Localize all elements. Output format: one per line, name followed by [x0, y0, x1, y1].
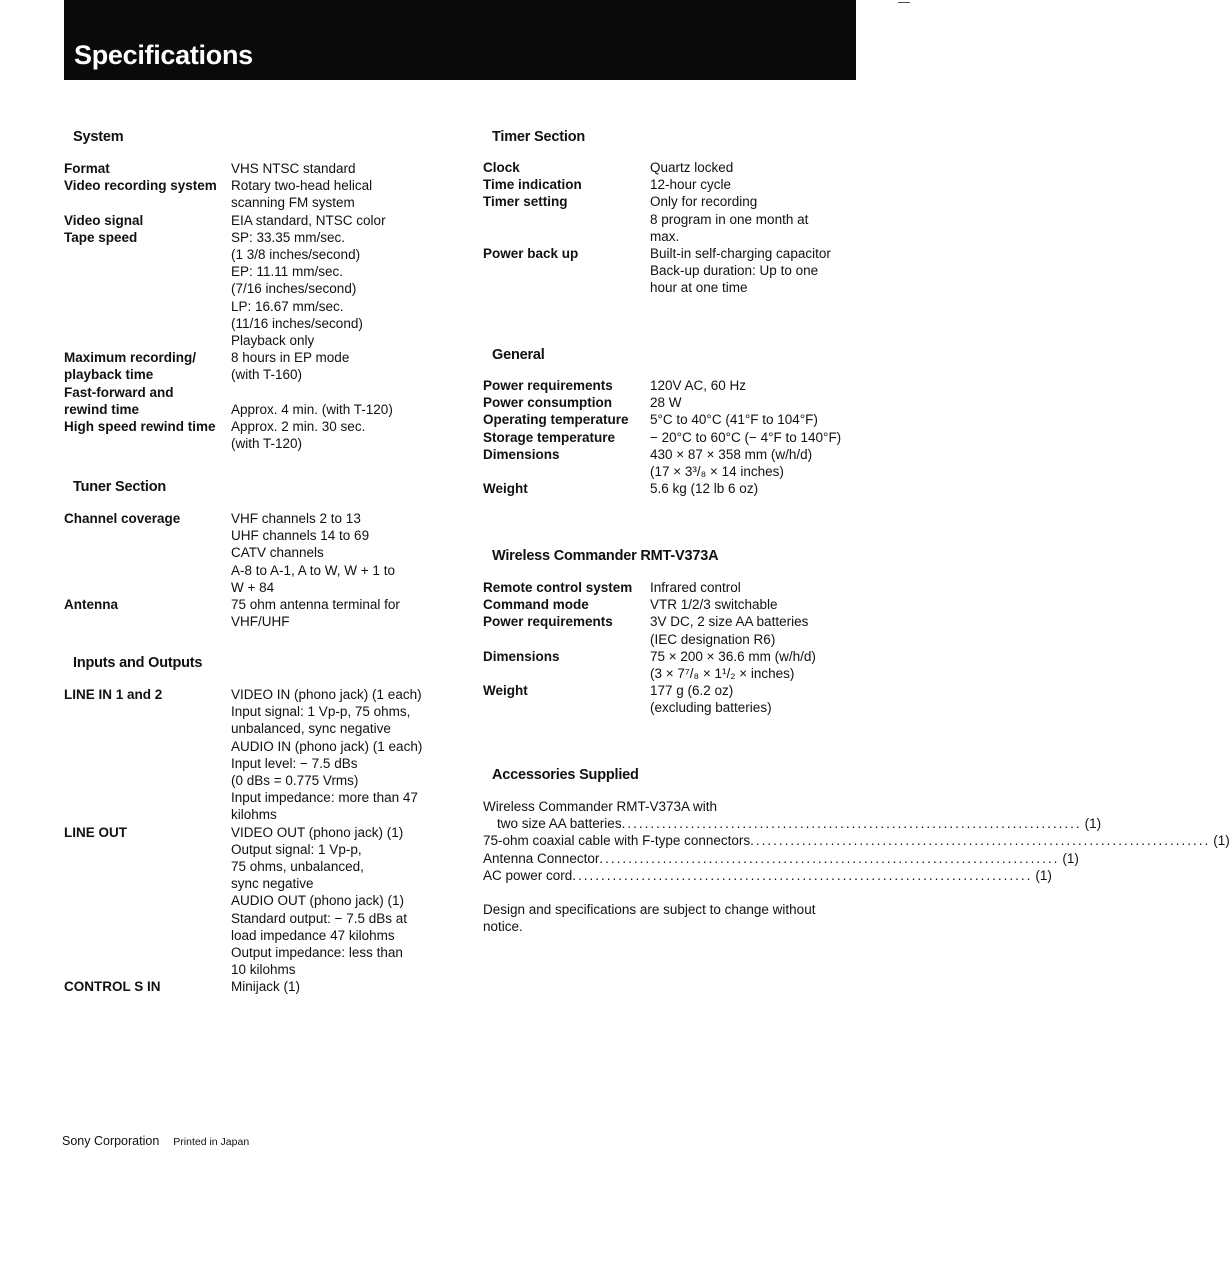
section-title: Timer Section — [492, 129, 586, 145]
spec-row — [483, 613, 858, 647]
spec-label: Weight — [483, 683, 528, 699]
spec-row — [64, 229, 454, 349]
spec-row — [483, 159, 858, 176]
section-title: Wireless Commander RMT-V373A — [492, 548, 719, 564]
spec-row — [483, 193, 858, 245]
inputs-outputs-section — [64, 655, 454, 996]
accessory-item — [483, 832, 1230, 849]
spec-list — [64, 686, 454, 996]
spec-label: Dimensions — [483, 648, 560, 664]
spec-label: Weight — [483, 481, 528, 497]
spec-value: 120V AC, 60 Hz — [650, 378, 747, 393]
spec-label: Power requirements — [483, 614, 613, 630]
accessory-name: 75-ohm coaxial cable with F-type connectors — [483, 833, 751, 849]
section-title: System — [73, 129, 124, 145]
spec-value: 8 hours in EP mode (with T-160) — [231, 350, 350, 383]
spec-value: Infrared control — [650, 580, 741, 595]
spec-value: 12-hour cycle — [650, 177, 732, 193]
accessory-item — [483, 867, 1052, 884]
spec-value: EIA standard, NTSC color — [231, 212, 386, 228]
spec-row — [64, 510, 454, 596]
spec-row — [64, 686, 454, 824]
spec-row — [483, 176, 858, 193]
footer — [62, 1134, 249, 1148]
spec-value: VIDEO OUT (phono jack) (1) Output signal: 1 Vp-p, 75 ohms, unbalanced, sync negative AUDIO OUT (phono jack) (1) Standard output: − 7.5 dBs at load impedance 47 kilohms Output impedance: less than 10 kilohms — [231, 824, 408, 978]
spec-value: 430 × 87 × 358 mm (w/h/d) (17 × 3³/₈ × 14 inches) — [650, 446, 813, 480]
spec-list — [64, 160, 454, 452]
spec-value: 5°C to 40°C (41°F to 104°F) — [650, 412, 818, 428]
leader-dots: ................................................................................ — [750, 833, 1211, 849]
spec-label: Dimensions — [483, 446, 560, 462]
spec-row — [483, 377, 858, 394]
corner-mark — [898, 2, 910, 3]
spec-row — [64, 349, 454, 383]
accessory-name: Antenna Connector — [483, 850, 600, 866]
page-title: Specifications — [74, 40, 253, 70]
section-title: General — [492, 347, 545, 363]
spec-label: Maximum recording/ playback time — [64, 350, 197, 383]
accessories-intro: Wireless Commander RMT-V373A with — [483, 799, 718, 814]
spec-row — [483, 411, 858, 428]
spec-list — [64, 510, 454, 630]
spec-row — [483, 480, 858, 497]
spec-value: Quartz locked — [650, 160, 734, 175]
accessory-item — [483, 815, 1102, 832]
spec-row — [64, 212, 454, 229]
tuner-section — [64, 479, 454, 630]
spec-label: High speed rewind time — [64, 419, 216, 435]
spec-row — [64, 978, 454, 995]
spec-value: Minijack (1) — [231, 979, 301, 995]
spec-value: Approx. 4 min. (with T-120) — [231, 401, 393, 417]
spec-value: − 20°C to 60°C (− 4°F to 140°F) — [650, 429, 842, 445]
system-section — [64, 129, 454, 452]
spec-value: VTR 1/2/3 switchable — [650, 597, 778, 613]
spec-value: Built-in self-charging capacitor Back-up duration: Up to one hour at one time — [650, 246, 831, 296]
spec-row — [483, 429, 858, 446]
spec-row — [64, 160, 454, 177]
spec-label: Tape speed — [64, 229, 138, 245]
accessory-qty: (1) — [1062, 850, 1079, 866]
spec-value: 28 W — [650, 395, 682, 411]
leader-dots: ................................................................................ — [599, 850, 1060, 866]
spec-label: Clock — [483, 160, 520, 175]
spec-value: SP: 33.35 mm/sec. (1 3/8 inches/second) EP: 11.11 mm/sec. (7/16 inches/second) LP: 16.67 mm/sec. (11/16 inches/second) Playback only — [231, 229, 363, 349]
spec-label: Format — [64, 161, 110, 176]
timer-section — [483, 129, 858, 297]
section-title: Inputs and Outputs — [73, 655, 203, 671]
general-section — [483, 347, 858, 497]
spec-row — [483, 579, 858, 596]
spec-value: 177 g (6.2 oz) (excluding batteries) — [650, 683, 772, 716]
spec-row — [483, 245, 858, 297]
spec-row — [483, 394, 858, 411]
spec-row — [64, 177, 454, 211]
leader-dots: ................................................................................ — [621, 816, 1082, 832]
spec-value: VIDEO IN (phono jack) (1 each) Input signal: 1 Vp-p, 75 ohms, unbalanced, sync negative AUDIO IN (phono jack) (1 each) Input level: − 7.5 dBs (0 dBs = 0.775 Vrms) Input impedance: more than 47 kilohms — [231, 687, 423, 823]
spec-row — [64, 824, 454, 979]
spec-row — [483, 446, 858, 480]
spec-value: 75 × 200 × 36.6 mm (w/h/d) (3 × 7⁷/₈ × 1¹/₂ × inches) — [650, 648, 816, 682]
spec-row — [64, 418, 454, 452]
spec-label: Remote control system — [483, 580, 633, 595]
spec-label: Video recording system — [64, 178, 217, 194]
spec-value: Approx. 2 min. 30 sec. (with T-120) — [231, 419, 366, 452]
accessory-name: two size AA batteries — [497, 816, 622, 832]
title-banner — [64, 0, 856, 80]
spec-label: LINE IN 1 and 2 — [64, 687, 163, 702]
spec-list — [483, 159, 858, 297]
leader-dots: ................................................................................ — [572, 867, 1033, 883]
change-notice: Design and specifications are subject to change without notice. — [483, 902, 816, 935]
spec-value: Rotary two-head helical scanning FM system — [231, 178, 373, 211]
accessory-name: AC power cord — [483, 867, 573, 883]
footer-company: Sony Corporation — [62, 1134, 160, 1148]
accessory-item — [483, 850, 1079, 867]
spec-label: CONTROL S IN — [64, 979, 161, 995]
section-title: Tuner Section — [73, 479, 167, 495]
spec-label: Video signal — [64, 212, 144, 228]
spec-value: Only for recording 8 program in one month at max. — [650, 194, 809, 244]
spec-label: Operating temperature — [483, 412, 629, 428]
spec-label: Command mode — [483, 597, 589, 613]
accessory-qty: (1) — [1213, 833, 1230, 849]
accessories-list — [483, 815, 1230, 884]
spec-label: Timer setting — [483, 194, 568, 210]
spec-value: 3V DC, 2 size AA batteries (IEC designation R6) — [650, 614, 809, 647]
spec-value: VHS NTSC standard — [231, 161, 356, 176]
spec-label: Power consumption — [483, 395, 613, 411]
spec-row — [64, 596, 454, 630]
spec-label: Power back up — [483, 246, 579, 262]
spec-row — [483, 596, 858, 613]
spec-value: 75 ohm antenna terminal for VHF/UHF — [231, 597, 400, 630]
accessory-qty: (1) — [1035, 867, 1052, 883]
section-title: Accessories Supplied — [492, 767, 639, 783]
spec-label: Storage temperature — [483, 429, 616, 445]
spec-row — [483, 648, 858, 682]
spec-row — [483, 682, 858, 716]
spec-label: Power requirements — [483, 378, 613, 393]
spec-row — [64, 384, 454, 418]
spec-label: Channel coverage — [64, 511, 181, 526]
spec-value: VHF channels 2 to 13 UHF channels 14 to 69 CATV channels A-8 to A-1, A to W, W + 1 to W + 84 — [231, 511, 395, 595]
footer-printed: Printed in Japan — [173, 1136, 250, 1148]
spec-label: Fast-forward and rewind time — [64, 384, 174, 417]
spec-value: 5.6 kg (12 lb 6 oz) — [650, 481, 759, 497]
spec-label: Time indication — [483, 177, 582, 193]
spec-label: LINE OUT — [64, 824, 127, 840]
spec-list — [483, 377, 858, 497]
wireless-commander-section — [483, 548, 858, 717]
accessories-section — [483, 767, 1230, 935]
accessory-qty: (1) — [1084, 816, 1102, 832]
spec-label: Antenna — [64, 597, 118, 613]
spec-list — [483, 579, 858, 717]
